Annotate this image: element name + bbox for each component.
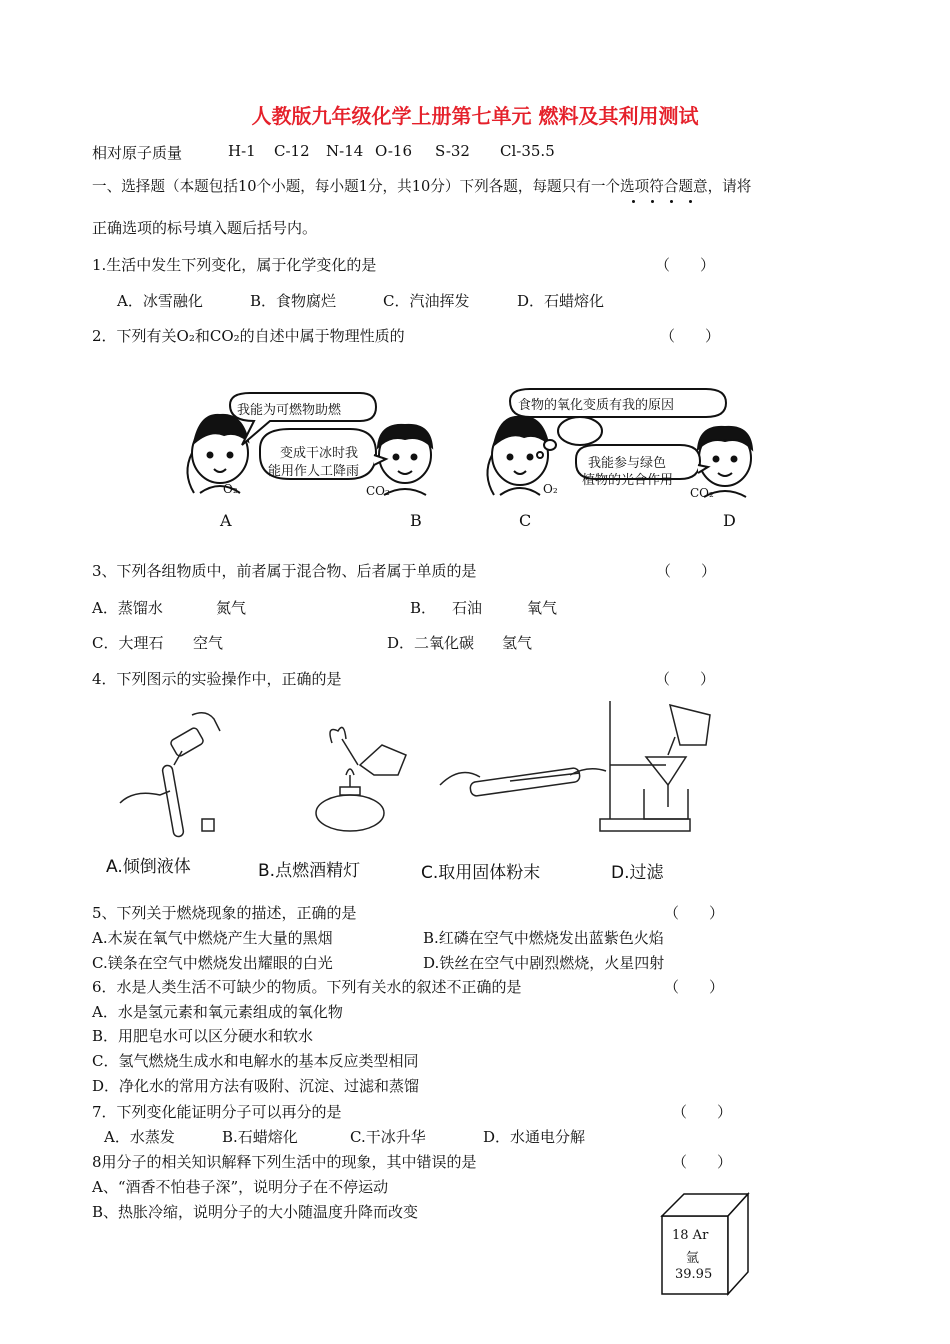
q5-option-d: D.铁丝在空气中剧烈燃烧，火星四射: [423, 954, 665, 972]
bubble-b-text-1: 变成干冰时我: [280, 446, 359, 461]
q1-option-c: C．汽油挥发: [383, 292, 470, 310]
q2-figure-label-b: B: [410, 511, 422, 530]
q2-figure-label-c: C: [519, 511, 532, 530]
q5-answer-paren: （ ）: [664, 904, 725, 922]
q3-option-d-second: 氢气: [502, 634, 533, 652]
atomic-mass-h: H-1: [228, 142, 256, 160]
atomic-mass-cl: Cl-35.5: [500, 142, 555, 160]
q3-stem: 3、下列各组物质中，前者属于混合物、后者属于单质的是: [92, 562, 477, 580]
q7-option-c: C.干冰升华: [350, 1128, 426, 1146]
q7-option-b: B.石蜡熔化: [222, 1128, 298, 1146]
q6-stem: 6．水是人类生活不可缺少的物质。下列有关水的叙述不正确的是: [92, 978, 522, 996]
q4-caption-c: C.取用固体粉末: [421, 863, 541, 883]
q3-option-b: B．: [410, 599, 437, 617]
q8-option-b: B、热胀冷缩，说明分子的大小随温度升降而改变: [92, 1203, 419, 1221]
atomic-mass-c: C-12: [274, 142, 310, 160]
emphasis-dot: [670, 200, 673, 203]
q4-lab-figures: [110, 695, 750, 845]
q3-option-c-second: 空气: [193, 634, 224, 652]
q8-option-a: A、“酒香不怕巷子深”，说明分子在不停运动: [92, 1178, 389, 1196]
powder-tube-icon: [440, 767, 606, 796]
q5-stem: 5、下列关于燃烧现象的描述，正确的是: [92, 904, 357, 922]
q2-figure-label-d: D: [723, 511, 736, 530]
q2-answer-paren: （ ）: [660, 327, 721, 345]
alcohol-lamp-icon: [316, 727, 406, 831]
section-instructions-line1: 一、选择题（本题包括10个小题，每小题1分，共10分）下列各题，每题只有一个选项符合题意，请将: [92, 178, 752, 195]
bubble-d-text-1: 我能参与绿色: [588, 456, 667, 471]
q5-option-b: B.红磷在空气中燃烧发出蓝紫色火焰: [423, 929, 664, 947]
q7-stem: 7．下列变化能证明分子可以再分的是: [92, 1103, 342, 1121]
q3-option-b-first: 石油: [452, 599, 483, 617]
q3-option-b-second: 氧气: [527, 599, 558, 617]
emphasis-dot: [632, 200, 635, 203]
q3-option-c: C．大理石: [92, 634, 164, 652]
element-card-box: [660, 1190, 750, 1300]
q1-answer-paren: （ ）: [655, 256, 716, 274]
q6-option-a: A．水是氢元素和氧元素组成的氧化物: [92, 1003, 343, 1021]
girl-o2-icon: [187, 415, 248, 493]
element-number-symbol: 18 Ar: [672, 1228, 709, 1243]
atomic-mass-label: 相对原子质量: [92, 144, 183, 162]
q8-answer-paren: （ ）: [672, 1153, 733, 1171]
q6-option-c: C．氢气燃烧生成水和电解水的基本反应类型相同: [92, 1052, 419, 1070]
q5-option-c: C.镁条在空气中燃烧发出耀眼的白光: [92, 954, 333, 972]
q7-option-a: A．水蒸发: [104, 1128, 175, 1146]
bubble-d-text-2: 植物的光合作用: [582, 473, 674, 488]
atomic-mass-s: S-32: [435, 142, 470, 160]
element-name: 氩: [686, 1251, 700, 1266]
emphasis-dot: [651, 200, 654, 203]
q6-option-b: B．用肥皂水可以区分硬水和软水: [92, 1027, 314, 1045]
q6-option-d: D．净化水的常用方法有吸附、沉淀、过滤和蒸馏: [92, 1077, 420, 1095]
q4-caption-b: B.点燃酒精灯: [258, 861, 361, 881]
q2-figure-label-a: A: [220, 511, 232, 530]
bubble-a-text: 我能为可燃物助燃: [237, 403, 342, 418]
q3-answer-paren: （ ）: [656, 562, 717, 580]
filtration-setup-icon: [600, 701, 710, 831]
atomic-mass-n: N-14: [326, 142, 364, 160]
co2-label-2: CO₂: [690, 486, 714, 500]
q1-option-d: D．石蜡熔化: [517, 292, 605, 310]
page-title: 人教版九年级化学上册第七单元 燃料及其利用测试: [251, 104, 699, 128]
q8-stem: 8用分子的相关知识解释下列生活中的现象，其中错误的是: [92, 1153, 477, 1171]
element-mass: 39.95: [675, 1267, 713, 1282]
o2-label: O₂: [223, 482, 238, 496]
co2-label: CO₂: [366, 484, 390, 498]
bubble-b-text-2: 能用作人工降雨: [268, 464, 360, 479]
q3-option-d: D．二氧化碳: [387, 634, 475, 652]
q2-stem: 2．下列有关O₂和CO₂的自述中属于物理性质的: [92, 327, 405, 345]
q1-option-a: A．冰雪融化: [117, 292, 203, 310]
q4-caption-d: D.过滤: [611, 863, 664, 883]
emphasis-dot: [689, 200, 692, 203]
q6-answer-paren: （ ）: [664, 978, 725, 996]
q4-answer-paren: （ ）: [655, 670, 716, 688]
o2-label-2: O₂: [543, 482, 558, 496]
q4-caption-a: A.倾倒液体: [106, 857, 191, 877]
atomic-mass-o: O-16: [375, 142, 413, 160]
q7-answer-paren: （ ）: [672, 1103, 733, 1121]
q7-option-d: D．水通电分解: [483, 1128, 586, 1146]
q1-option-b: B．食物腐烂: [250, 292, 337, 310]
q4-stem: 4．下列图示的实验操作中，正确的是: [92, 670, 342, 688]
q3-option-a: A．蒸馏水: [92, 599, 163, 617]
q1-stem: 1.生活中发生下列变化，属于化学变化的是: [92, 256, 377, 274]
thought-bubble: [558, 417, 602, 445]
q3-option-a-second: 氮气: [216, 599, 247, 617]
section-instructions-line2: 正确选项的标号填入题后括号内。: [92, 219, 318, 237]
bubble-c-text: 食物的氧化变质有我的原因: [518, 398, 675, 413]
pour-liquid-icon: [120, 713, 220, 838]
q5-option-a: A.木炭在氧气中燃烧产生大量的黑烟: [92, 929, 333, 947]
